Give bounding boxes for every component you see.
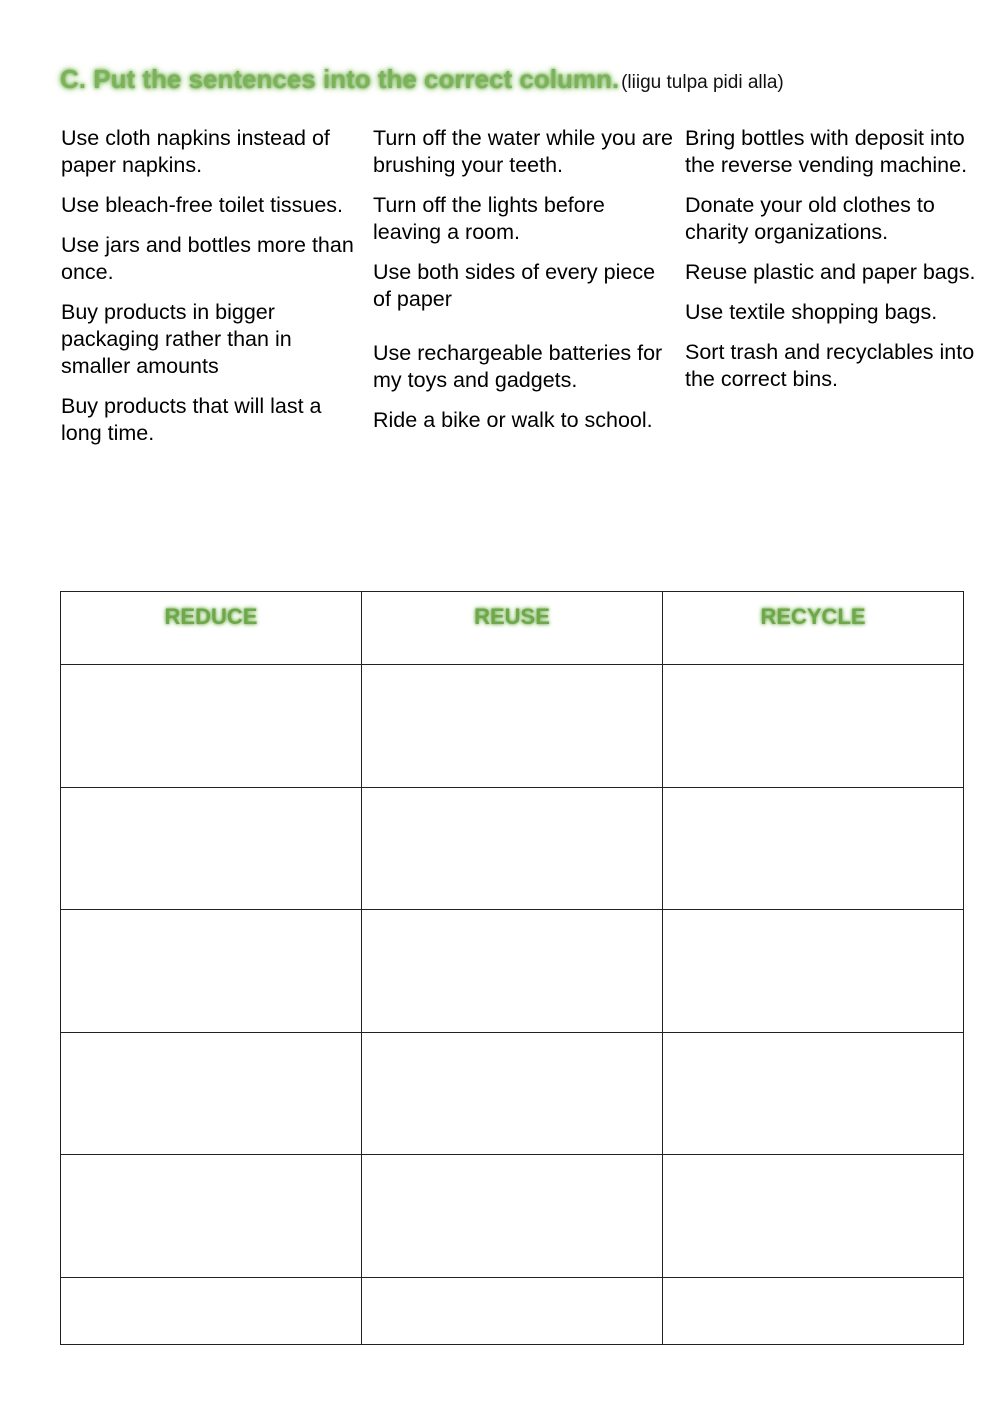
drop-cell-recycle[interactable] (663, 1155, 964, 1278)
drop-cell-reuse[interactable] (362, 1032, 663, 1155)
table-row (61, 910, 964, 1033)
table-row (61, 665, 964, 788)
drop-cell-reduce[interactable] (61, 1155, 362, 1278)
drop-cell-reduce[interactable] (61, 1032, 362, 1155)
sentence[interactable]: Use cloth napkins instead of paper napkins. (61, 126, 330, 177)
header-row (61, 592, 964, 665)
sentence[interactable]: Ride a bike or walk to school. (373, 408, 653, 432)
drop-cell-reduce[interactable] (61, 665, 362, 788)
table-row (61, 1277, 964, 1344)
sentence-column-1 (61, 125, 361, 460)
drop-cell-reduce[interactable] (61, 910, 362, 1033)
drop-cell-reuse[interactable] (362, 1277, 663, 1344)
sentence[interactable]: Bring bottles with deposit into the reverse vending machine. (685, 126, 968, 177)
title-main: C. Put the sentences into the correct column. (60, 64, 620, 94)
sentence[interactable]: Buy products that will last a long time. (61, 394, 322, 445)
title-note: (liigu tulpa pidi alla) (621, 72, 784, 93)
sentence[interactable]: Sort trash and recyclables into the correct bins. (685, 340, 975, 391)
sentence-column-3 (685, 125, 985, 406)
sentence[interactable]: Turn off the lights before leaving a room. (373, 193, 605, 244)
drop-cell-reuse[interactable] (362, 1155, 663, 1278)
page-title (60, 64, 784, 95)
drop-cell-recycle[interactable] (663, 665, 964, 788)
drop-cell-reuse[interactable] (362, 665, 663, 788)
drop-cell-recycle[interactable] (663, 910, 964, 1033)
sentence[interactable]: Donate your old clothes to charity organizations. (685, 193, 935, 244)
drop-cell-reduce[interactable] (61, 1277, 362, 1344)
sentence[interactable]: Use jars and bottles more than once. (61, 233, 354, 284)
table-row (61, 1032, 964, 1155)
sentence[interactable]: Turn off the water while you are brushing your teeth. (373, 126, 673, 177)
sentence[interactable]: Use textile shopping bags. (685, 300, 938, 324)
sentence[interactable]: Use bleach-free toilet tissues. (61, 193, 344, 217)
drop-cell-recycle[interactable] (663, 787, 964, 910)
table-row (61, 1155, 964, 1278)
header-reuse: REUSE (362, 592, 663, 665)
sentence[interactable]: Use rechargeable batteries for my toys and gadgets. (373, 341, 663, 392)
drop-cell-reuse[interactable] (362, 787, 663, 910)
header-reduce: REDUCE (61, 592, 362, 665)
drop-cell-recycle[interactable] (663, 1277, 964, 1344)
sentence-column-2 (373, 125, 673, 447)
drop-cell-reduce[interactable] (61, 787, 362, 910)
header-recycle: RECYCLE (663, 592, 964, 665)
sentence[interactable]: Reuse plastic and paper bags. (685, 260, 976, 284)
sorting-table (60, 591, 964, 1345)
drop-cell-recycle[interactable] (663, 1032, 964, 1155)
table-row (61, 787, 964, 910)
sentence[interactable]: Use both sides of every piece of paper (373, 260, 656, 311)
sentence[interactable]: Buy products in bigger packaging rather than in smaller amounts (61, 300, 292, 378)
drop-cell-reuse[interactable] (362, 910, 663, 1033)
